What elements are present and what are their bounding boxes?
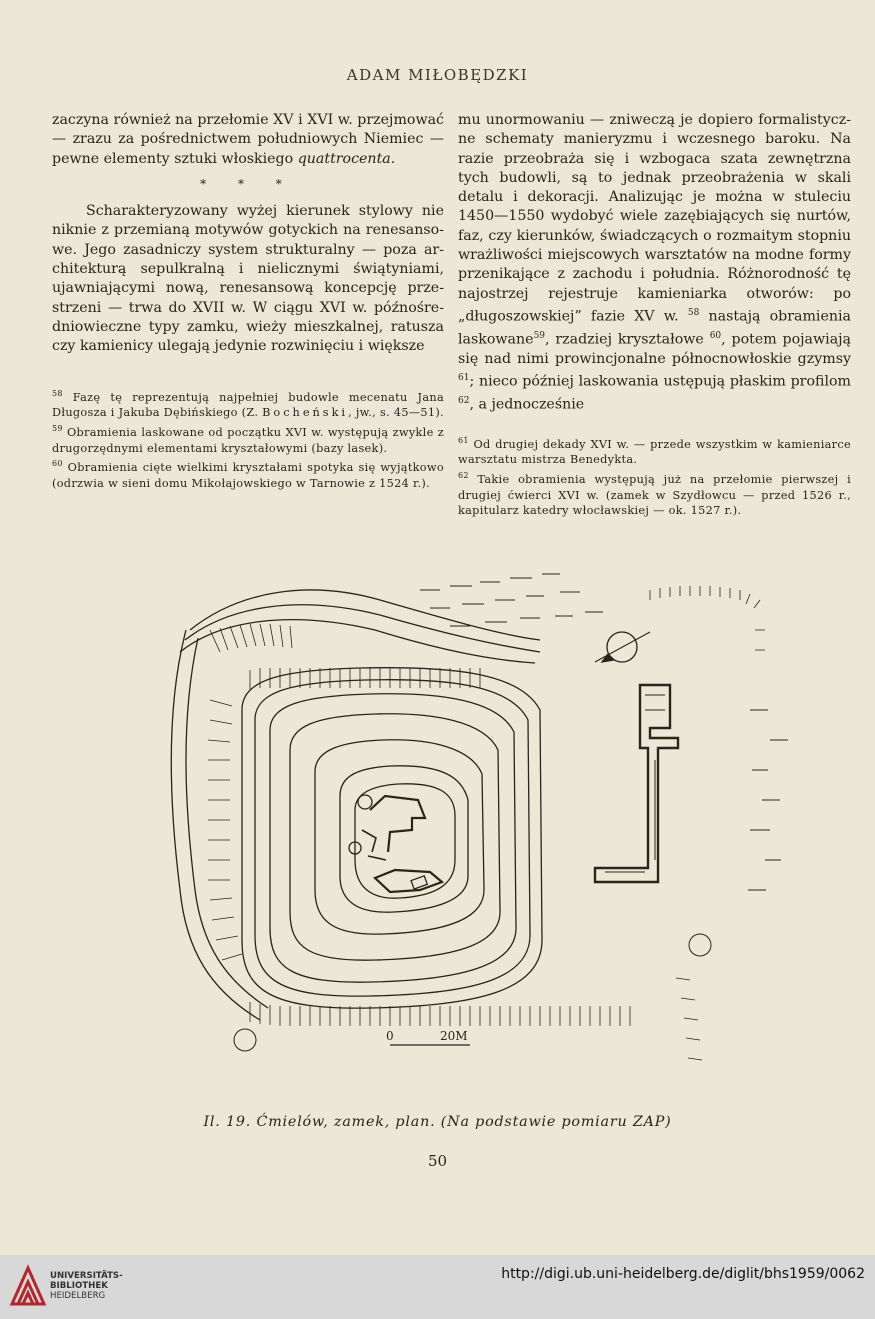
footnote-number: 60 <box>52 459 63 469</box>
footnote-58 <box>52 386 444 421</box>
castle-wall <box>370 796 425 852</box>
moat-hatching <box>676 978 702 1060</box>
right-column <box>458 111 851 415</box>
figure-caption: Il. 19. Ćmielów, zamek, plan. (Na podstawie pomiaru ZAP) <box>203 1114 672 1130</box>
moat-hatching <box>250 668 480 690</box>
institution-line: BIBLIOTHEK <box>50 1281 108 1291</box>
institution-line: HEIDELBERG <box>50 1291 106 1301</box>
paragraph: Scharakteryzowany wyżej kierunek stylowy nie niknie z przemianą motywów gotyckich na renesansowe. Jego zasadniczy system strukturalny — poza architekturą sepulkralną i nielicznymi świątyniami, ujawniającymi nową, renesansową koncepcję przestrzeni — trwa do XVII w. W ciągu XVI w. późnośredniowieczne typy zamku, wieży mieszkalnej, ratusza czy kamienicy ulegają jedynie rozwinięciu i większe <box>52 203 444 355</box>
footnote-text: Od drugiej dekady XVI w. — przede wszystkim w kamieniarce warsztatu mistrza Benedykta. <box>458 437 851 467</box>
moat-hatching <box>210 624 292 652</box>
footnote-ref[interactable]: 59 <box>533 331 546 341</box>
footnote-ref[interactable]: 60 <box>709 331 722 341</box>
tree <box>234 1029 256 1051</box>
north-arrow-icon <box>595 632 650 662</box>
footnote-number: 61 <box>458 436 469 445</box>
footer-bar <box>0 1255 875 1319</box>
terrain-dashes <box>420 574 788 890</box>
castle-wall <box>375 870 442 892</box>
footnote-text: Obramienia cięte wielkimi kryształami spotyka się wyjątkowo (odrzwia w sieni domu Mikołajowskiego w Tarnowie z 1524 r.). <box>52 461 444 490</box>
castle-plan-figure <box>150 560 870 1080</box>
footnote-number: 58 <box>52 389 63 398</box>
castle-wall <box>362 830 386 860</box>
tree <box>689 934 711 956</box>
outbuilding-wall <box>595 685 678 882</box>
footnotes-right <box>458 433 851 519</box>
institution-line: UNIVERSITÄTS- <box>50 1271 123 1281</box>
scale-zero: 0 <box>386 1029 394 1043</box>
footnote-60 <box>52 456 444 491</box>
institution-name[interactable] <box>50 1271 123 1301</box>
left-column <box>52 111 444 357</box>
terrain-contour <box>186 638 268 1008</box>
paragraph-italic-text: quattrocenta. <box>297 150 396 167</box>
footnote-number: 59 <box>52 424 63 434</box>
source-url-link[interactable]: http://digi.ub.uni-heidelberg.de/diglit/bhs1959/0062 <box>501 1266 865 1282</box>
footnote-59 <box>52 421 444 456</box>
mound-contour <box>270 694 516 982</box>
footnote-ref[interactable]: 61 <box>458 373 470 384</box>
footnote-author: Bocheński <box>262 406 349 420</box>
footnote-text: Fazę tę reprezentują najpełniej budowle mecenatu Jana Długosza i Jakuba Dębińskiego (Z. <box>52 390 444 420</box>
footnote-62 <box>458 468 851 519</box>
page-number: 50 <box>427 1152 448 1170</box>
terrain-contour <box>171 630 260 1020</box>
footnote-text: Obramienia laskowane od początku XVI w. występują zwykle z drugorzędnymi elementami kryształowymi (bazy lasek). <box>52 425 444 455</box>
paragraph-text: zaczyna również na przełomie XV i XVI w. przejmować — zrazu za pośrednictwem południowych Niemiec — pewne elementy sztuki włoskiego <box>52 112 444 167</box>
paragraph-text: nastają obramienia laskowane <box>458 308 851 348</box>
paragraph <box>458 111 851 415</box>
footnote-number: 62 <box>458 471 469 481</box>
footnote-ref[interactable]: 62 <box>458 396 470 407</box>
scale-label: 20M <box>440 1029 468 1043</box>
mound-contour <box>255 680 530 996</box>
university-library-logo-icon[interactable] <box>8 1264 48 1308</box>
paragraph-text: ; nieco później laskowania ustępują płaskim profilom <box>469 374 851 391</box>
footnotes-left <box>52 386 444 492</box>
paragraph-text: , potem pojawiają się nad nimi prowincjonalne północnowłoskie gzymsy <box>458 331 852 368</box>
footnote-text: Takie obramienia występują już na przełomie pierwszej i drugiej ćwierci XVI w. (zamek w Szydłowcu — przed 1526 r., kapitularz katedry włocławskiej — ok. 1527 r.). <box>458 472 851 518</box>
paragraph <box>52 111 444 169</box>
section-divider: * * * <box>200 176 296 191</box>
running-head: ADAM MIŁOBĘDZKI <box>346 66 529 84</box>
moat-hatching <box>650 586 765 650</box>
mound-contour <box>242 668 542 1008</box>
tower <box>358 795 372 809</box>
footnote-text: , jw., s. 45—51). <box>348 406 444 420</box>
outbuilding-wall <box>605 695 665 872</box>
footnote-61 <box>458 433 851 468</box>
moat-hatching <box>208 700 242 960</box>
paragraph-text: mu unormowaniu — zniweczą je dopiero formalistyczne schematy manieryzmu i wczesnego baroku. Na razie przeobraża się i wzbogaca szata zewnętrzna tych budowli, są to jednak przeobrażenia w skali detalu i dekoracji. Analizując je można w stuleciu 1450—1550 wydobyć wiele zazębiających się nurtów, faz, czy kierunków, świadczących o rozmaitym stopniu wrażliwości miejscowych warsztatów na modne formy przenikające z zachodu i południa. Różnorodność tę najostrzej rejestruje kamieniarka otworów: po „długoszowskiej” fazie XV w. <box>458 112 851 325</box>
paragraph-text: , rzadziej kryształowe <box>545 331 710 348</box>
footnote-ref[interactable]: 58 <box>687 307 700 318</box>
paragraph-text: , a jednocześnie <box>469 397 585 414</box>
terrain-contour <box>185 605 540 652</box>
